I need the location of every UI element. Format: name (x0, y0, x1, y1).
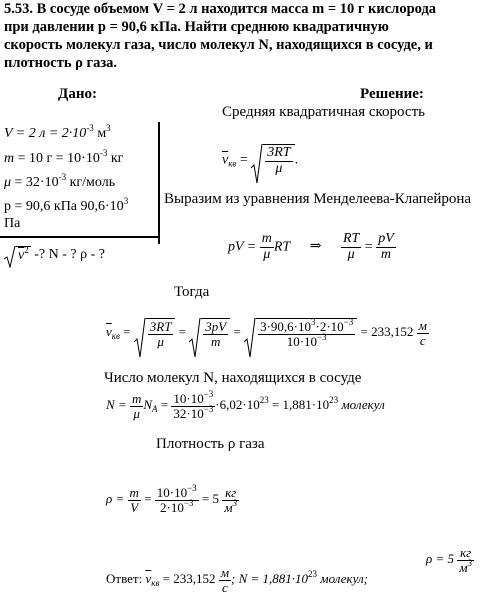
fraction-denominator: m (203, 334, 228, 349)
given-mu-value: = 32·10 (11, 175, 59, 190)
find-unknowns: -? N - ? ρ - ? (30, 247, 105, 263)
unit-kg-m3: $\frac{кг}{м^3}$ (224, 485, 238, 515)
fraction-denominator: V (128, 500, 141, 515)
v-result: = 233,152 (360, 324, 414, 340)
answer-n-exp: 23 (308, 569, 318, 580)
fraction-numerator: 3RT (267, 145, 291, 160)
fraction-numerator: $10\cdot 10^{-3}$ (156, 483, 197, 500)
avogadro-sub: A (152, 404, 158, 415)
given-pressure-exp: 3 (123, 196, 129, 206)
equals-sign: = (364, 239, 373, 255)
fraction-3rt-mu (265, 146, 292, 176)
fraction-numerator: pV (378, 231, 394, 246)
given-mass-value: = 10 г = 10·10 (14, 151, 100, 166)
given-pressure-value: р = 90,6 кПа 90,6·10 (4, 199, 124, 214)
problem-statement (4, 0, 436, 72)
equals-sign: = (160, 397, 169, 413)
n-unit: молекул (338, 397, 385, 413)
equals-sign: = (178, 324, 187, 340)
fraction-denominator: μ (260, 247, 274, 263)
given-mass (4, 148, 124, 167)
density-label: Плотность ρ газа (156, 436, 265, 452)
fraction-denominator: $2\cdot 10^{-3}$ (155, 500, 199, 515)
problem-line-2: при давлении p = 90,6 кПа. Найти среднюю квадратичную (4, 19, 389, 35)
given-header: Дано: (58, 86, 97, 102)
n-mid-exp: 23 (259, 395, 269, 406)
fraction-n-numeric (171, 389, 215, 421)
number-label: Число молекул N, находящихся в сосуде (104, 370, 362, 386)
given-pressure (4, 196, 129, 215)
fraction-denominator: μ (130, 406, 143, 421)
fraction-rt-mu (341, 232, 361, 262)
problem-line-4: плотность ρ газа. (4, 55, 118, 71)
fraction-denominator: m (376, 247, 396, 263)
answer-v-value: = 233,152 (162, 571, 216, 587)
answer-unit-kg-m3: $\frac{кг}{м^3}$ (459, 545, 473, 575)
fraction-denominator: $10\cdot 10^{-3}$ (258, 334, 355, 349)
fraction-numerator: m (129, 485, 139, 500)
given-volume-unit-exp: 3 (106, 123, 111, 133)
implies-arrow-icon: ⇒ (309, 239, 322, 255)
given-mass-exp: -3 (99, 148, 108, 158)
sqrt-radical-icon (251, 144, 263, 184)
answer-rho-value: ρ = 5 (426, 551, 455, 567)
fraction-denominator: μ (148, 334, 174, 349)
pv-lhs: pV = (228, 239, 257, 255)
fraction-numerator: $3\cdot 90,6\cdot 10^3\cdot 2\cdot 10^{-3}$ (260, 317, 354, 334)
fraction-pv-m (376, 232, 396, 262)
fraction-numerator: m (261, 231, 272, 246)
answer-rho (426, 546, 474, 574)
express-label: Выразим из уравнения Менделеева-Клапейрона (164, 191, 472, 207)
formula-density (106, 483, 239, 515)
answer-v-symbol: $\overline{v}$ (145, 571, 152, 587)
fraction-3pv-m (203, 320, 228, 348)
v-rms-sub: кв (111, 331, 120, 342)
sqrt-numeric (244, 318, 357, 348)
sqrt-3rt-mu (134, 318, 176, 348)
given-volume (4, 123, 111, 142)
fraction-numeric (258, 317, 355, 349)
formula-number (106, 389, 385, 421)
given-molar-mass (4, 172, 116, 191)
sqrt-radical-icon (4, 246, 16, 268)
given-volume-unit: м (93, 126, 107, 141)
given-divider-vertical (158, 122, 160, 244)
v-rms-symbol: $\overline{v}$ (106, 324, 112, 340)
given-mu-unit: кг/моль (66, 175, 116, 190)
rt-term: RT (273, 239, 291, 255)
unit-m-per-s: $\frac{м}{с}$ (418, 318, 427, 348)
equals-sign: = (239, 152, 248, 168)
avogadro-n: N (143, 397, 153, 413)
fraction-denominator: $32\cdot 10^{-3}$ (173, 403, 214, 421)
given-mass-symbol: m (4, 151, 15, 166)
given-mass-unit: кг (107, 151, 124, 166)
rho-lhs: ρ = (106, 491, 125, 507)
fraction-numerator: m (131, 391, 142, 406)
equals-sign: = (123, 324, 131, 340)
given-mu-symbol: μ (4, 175, 12, 190)
find-sqrt (4, 246, 31, 264)
n-result-exp: 23 (329, 395, 339, 406)
fraction-rho-numeric (155, 483, 199, 515)
n-lhs: N = (106, 397, 127, 413)
answer-n-unit: молекул; (317, 571, 369, 587)
find-line (4, 246, 105, 264)
answer-v-sub: кв (151, 578, 160, 589)
rho-result: = 5 (201, 491, 220, 507)
formula-mendeleev (228, 232, 396, 262)
formula-dot: . (294, 152, 299, 168)
sqrt-3pv-m (189, 318, 230, 348)
sqrt-radical-icon (189, 318, 201, 358)
equals-sign: = (233, 324, 241, 340)
fraction-numerator: 3pV (205, 319, 227, 334)
sqrt-radical-icon (134, 318, 146, 358)
given-volume-exp: -3 (86, 123, 94, 133)
given-volume-value: V = 2 л = 2·10 (4, 126, 87, 141)
problem-line-1: 5.53. В сосуде объемом V = 2 л находится масса m = 10 г кислорода (4, 1, 437, 17)
problem-line-3: скорость молекул газа, число молекул N, находящихся в сосуде, и (4, 37, 433, 53)
formula-v-calc (106, 318, 429, 348)
fraction-numerator: $10\cdot 10^{-3}$ (173, 389, 214, 406)
avg-speed-label: Средняя квадратичная скорость (222, 104, 425, 120)
v-rms-sub: кв (228, 158, 237, 169)
fraction-3rt-mu (148, 320, 174, 348)
fraction-denominator: μ (341, 247, 361, 263)
then-label: Тогда (174, 284, 210, 300)
given-divider-horizontal (0, 236, 160, 238)
fraction-m-v (128, 486, 141, 514)
find-v-square: 2 (24, 245, 29, 255)
answer-unit-m-per-s: $\frac{м}{с}$ (220, 565, 229, 595)
fraction-numerator: 3RT (149, 319, 172, 334)
given-pressure-unit: Па (4, 216, 21, 231)
v-rms-sqrt (251, 144, 294, 176)
fraction-denominator: μ (265, 161, 292, 177)
n-mid: ·6,02·10 (215, 397, 260, 413)
sqrt-radical-icon (244, 318, 256, 358)
v-rms-symbol: $\overline{v}$ (222, 152, 229, 168)
given-mu-exp: -3 (58, 172, 67, 182)
answer-n-value: ; N = 1,881·10 (231, 571, 309, 587)
fraction-m-mu (130, 392, 143, 420)
answer-label: Ответ: (106, 571, 143, 587)
solution-header: Решение: (360, 86, 424, 102)
fraction-numerator: RT (342, 231, 360, 246)
equals-sign: = (144, 491, 152, 507)
answer-line (106, 566, 368, 594)
fraction-m-mu (260, 232, 274, 262)
n-result: = 1,881·10 (271, 397, 330, 413)
formula-v-rms (222, 144, 298, 176)
find-v-symbol: $\overline{v}$ (18, 248, 25, 263)
